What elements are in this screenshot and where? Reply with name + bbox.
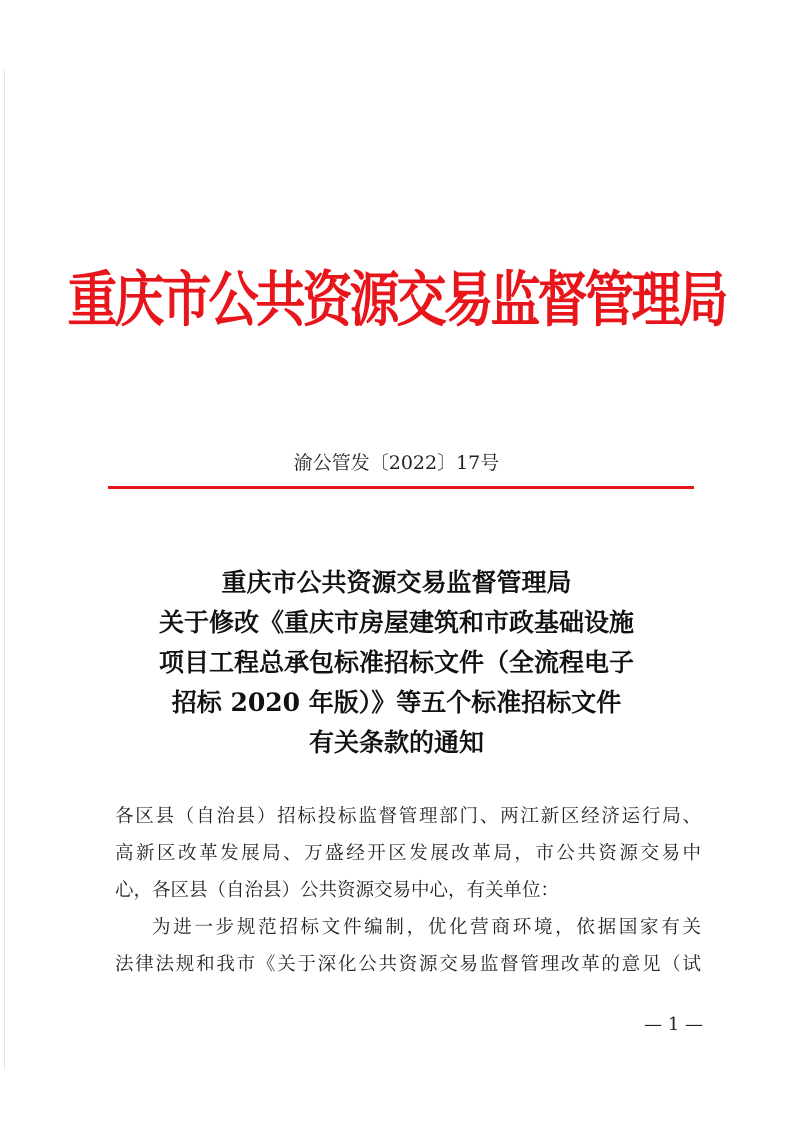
issuer-heading: 重庆市公共资源交易监督管理局 bbox=[67, 265, 726, 335]
red-divider bbox=[108, 486, 694, 489]
page-number: — 1 — bbox=[644, 1014, 703, 1035]
title-line: 重庆市公共资源交易监督管理局 bbox=[221, 568, 572, 597]
addressee-line: 高新区改革发展局、万盛经开区发展改革局，市公共资源交易中 bbox=[115, 843, 701, 864]
document-number: 渝公管发〔2022〕17号 bbox=[293, 452, 500, 474]
scan-edge-line bbox=[4, 70, 5, 1070]
addressee-line: 心，各区县（自治县）公共资源交易中心，有关单位： bbox=[115, 880, 560, 901]
title-line: 招标 2020 年版）》等五个标准招标文件 bbox=[171, 688, 622, 717]
addressee-line: 各区县（自治县）招标投标监督管理部门、两江新区经济运行局、 bbox=[115, 806, 701, 827]
title-line: 项目工程总承包标准招标文件（全流程电子 bbox=[158, 648, 634, 677]
paragraph-line: 法律法规和我市《关于深化公共资源交易监督管理改革的意见（试 bbox=[115, 954, 701, 975]
document-body bbox=[115, 798, 701, 983]
paragraph-line: 为进一步规范招标文件编制，优化营商环境，依据国家有关 bbox=[152, 917, 701, 938]
title-line: 有关条款的通知 bbox=[308, 728, 484, 757]
document-title bbox=[60, 563, 733, 763]
title-line: 关于修改《重庆市房屋建筑和市政基础设施 bbox=[158, 608, 634, 637]
